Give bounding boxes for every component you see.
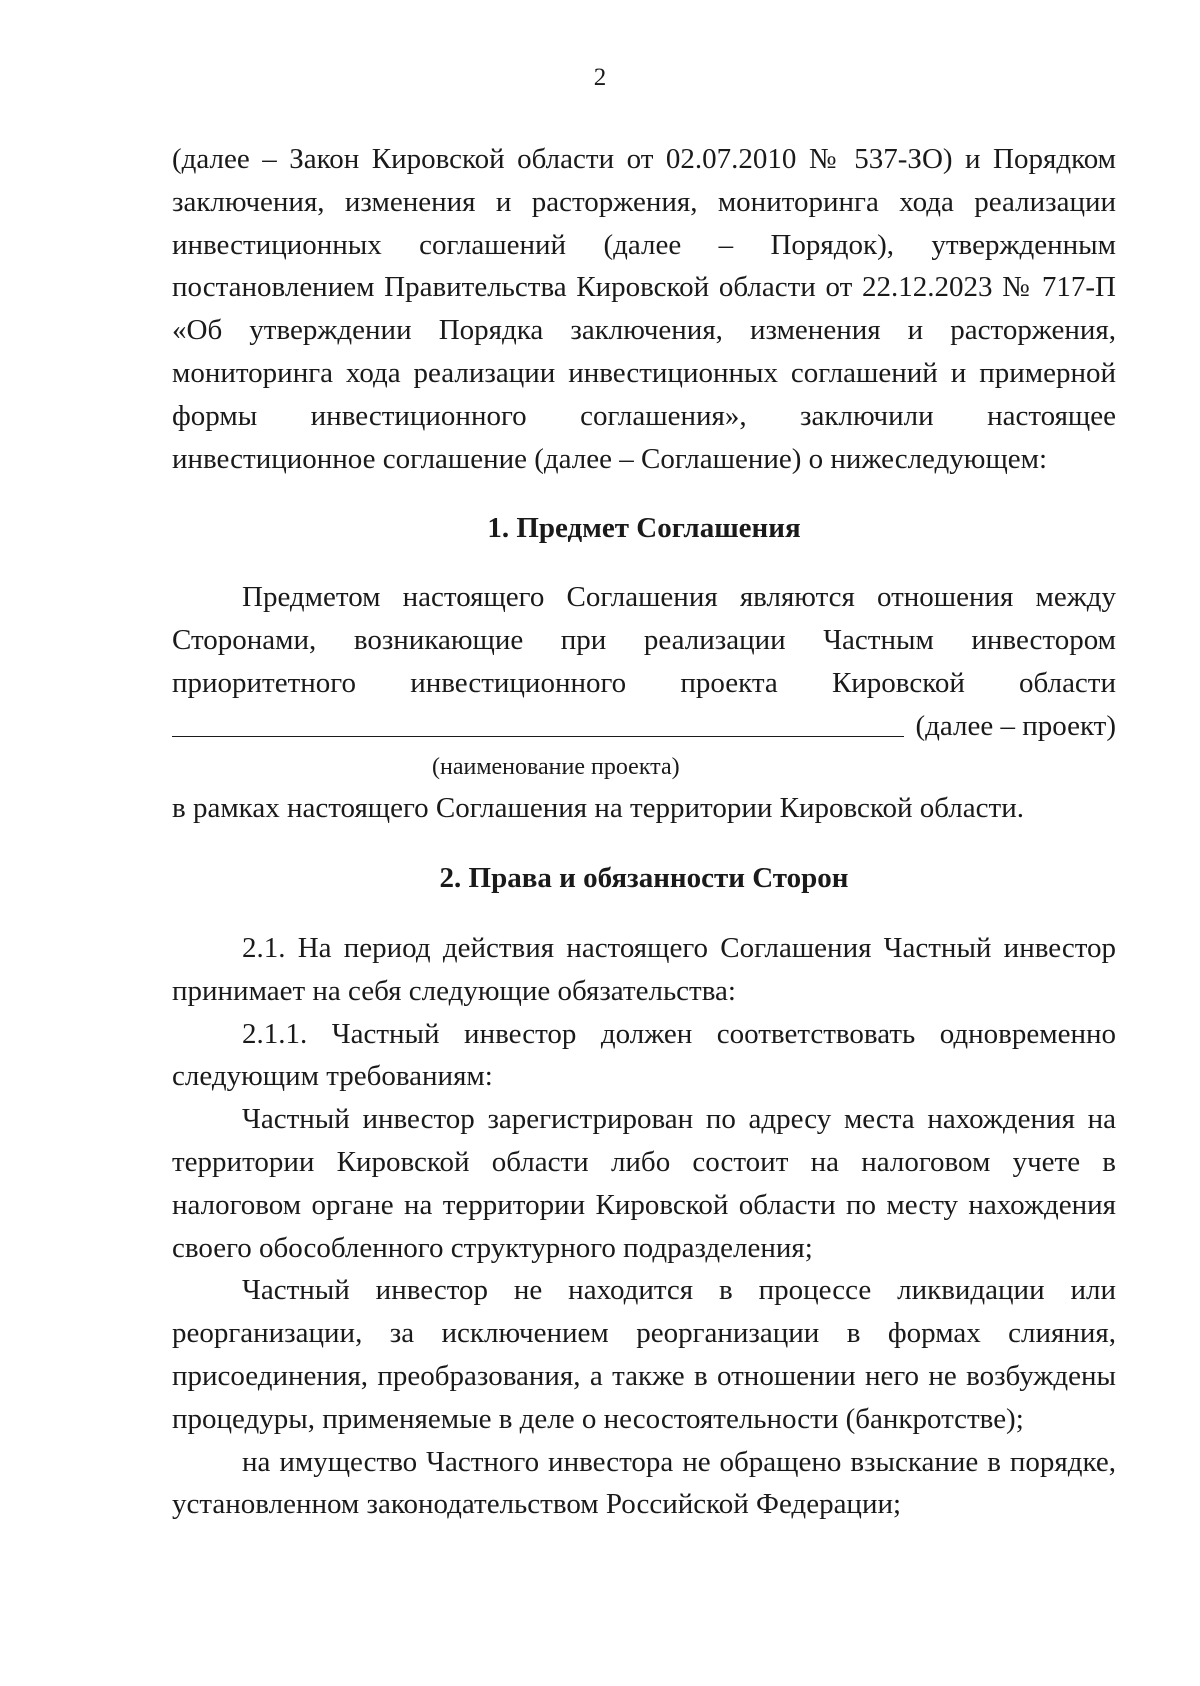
document-body [172,138,1116,1526]
page-number: 2 [593,64,607,91]
clause-2-1: 2.1. На период действия настоящего Соглашения Частный инвестор принимает на себя следующие обязательства: [172,931,1116,1007]
section-1-heading: 1. Предмет Соглашения [487,512,801,545]
section-1-paragraph-end: в рамках настоящего Соглашения на территории Кировской области. [172,792,1024,825]
blank-caption: (наименование проекта) [432,754,680,781]
project-name-blank-row [172,705,1116,748]
requirement-registration: Частный инвестор зарегистрирован по адресу места нахождения на территории Кировской области либо состоит на налоговом учете в налоговом органе на территории Кировской области по месту нахождения своего обособленного структурного подразделения; [172,1103,1116,1264]
requirement-no-liquidation: Частный инвестор не находится в процессе ликвидации или реорганизации, за исключением реорганизации в формах слияния, присоединения, преобразования, а также в отношении него не возбуждены процедуры, применяемые в деле о несостоятельности (банкротстве); [172,1274,1116,1435]
section-1-paragraph: Предметом настоящего Соглашения являются отношения между Сторонами, возникающие при реализации Частным инвестором приоритетного инвестиционного проекта Кировской области [172,581,1116,699]
clause-2-1-1: 2.1.1. Частный инвестор должен соответствовать одновременно следующим требованиям: [172,1017,1116,1093]
intro-paragraph: (далее – Закон Кировской области от 02.07.2010 № 537-ЗО) и Порядком заключения, изменения и расторжения, мониторинга хода реализации инвестиционных соглашений (далее – Порядок), утвержденным постановлением Правительства Кировской области от 22.12.2023 № 717-П «Об утверждении Порядка заключения, изменения и расторжения, мониторинга хода реализации инвестиционных соглашений и примерной формы инвестиционного соглашения», заключили настоящее инвестиционное соглашение (далее – Соглашение) о нижеследующем: [172,143,1116,475]
requirement-no-foreclosure: на имущество Частного инвестора не обращено взыскание в порядке, установленном законодательством Российской Федерации; [172,1445,1116,1521]
project-name-blank-line [172,706,904,737]
blank-suffix: (далее – проект) [915,709,1116,742]
section-2-heading: 2. Права и обязанности Сторон [439,862,849,895]
